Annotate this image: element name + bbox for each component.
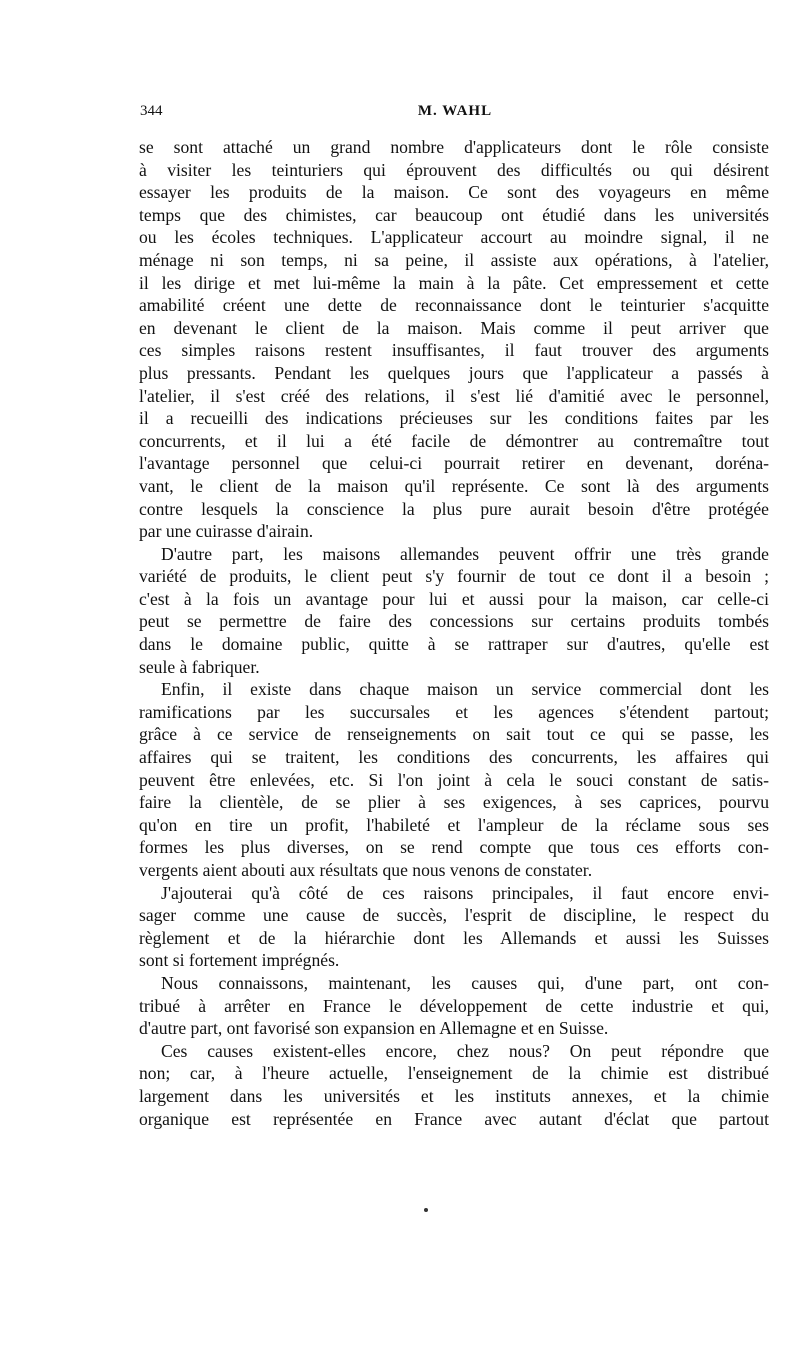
- text-line: affaires qui se traitent, les conditions des concurrents, les affaires qui: [139, 747, 769, 768]
- text-line: organique est représentée en France avec autant d'éclat que partout: [139, 1108, 769, 1129]
- text-line: D'autre part, les maisons allemandes peuvent offrir une très grande: [161, 543, 769, 564]
- text-line: Ces causes existent-elles encore, chez nous? On peut répondre que: [161, 1040, 769, 1061]
- text-line: l'atelier, il s'est créé des relations, il s'est lié d'amitié avec le personnel,: [139, 385, 769, 406]
- text-line: concurrents, et il lui a été facile de démontrer au contremaître tout: [139, 430, 769, 451]
- text-line: essayer les produits de la maison. Ce sont des voyageurs en même: [139, 182, 769, 203]
- text-line: ramifications par les succursales et les agences s'étendent partout;: [139, 701, 769, 722]
- paragraph: [139, 543, 769, 679]
- text-line: Nous connaissons, maintenant, les causes qui, d'une part, ont con-: [161, 972, 769, 993]
- text-line: seule à fabriquer.: [139, 656, 260, 677]
- text-line: temps que des chimistes, car beaucoup ont étudié dans les universités: [139, 204, 769, 225]
- text-line: contre lesquels la conscience la plus pure aurait besoin d'être protégée: [139, 498, 769, 519]
- text-line: qu'on en tire un profit, l'habileté et l'ampleur de la réclame sous ses: [139, 814, 769, 835]
- text-line: Enfin, il existe dans chaque maison un service commercial dont les: [161, 679, 769, 700]
- text-line: plus pressants. Pendant les quelques jours que l'applicateur a passés à: [139, 362, 769, 383]
- text-line: peut se permettre de faire des concessions sur certains produits tombés: [139, 611, 769, 632]
- text-line: J'ajouterai qu'à côté de ces raisons principales, il faut encore envi-: [161, 882, 769, 903]
- text-line: non; car, à l'heure actuelle, l'enseignement de la chimie est distribué: [139, 1063, 769, 1084]
- text-line: sager comme une cause de succès, l'esprit de discipline, le respect du: [139, 905, 769, 926]
- body-text: [139, 136, 769, 1130]
- text-line: se sont attaché un grand nombre d'applicateurs dont le rôle consiste: [139, 137, 769, 157]
- text-line: sont si fortement imprégnés.: [139, 950, 340, 971]
- text-line: vant, le client de la maison qu'il représente. Ce sont là des arguments: [139, 475, 769, 496]
- text-line: il a recueilli des indications précieuses sur les conditions faites par les: [139, 408, 769, 429]
- speck-mark: [424, 1208, 428, 1212]
- text-line: règlement et de la hiérarchie dont les Allemands et aussi les Suisses: [139, 927, 769, 948]
- text-line: vergents aient abouti aux résultats que nous venons de constater.: [139, 860, 593, 880]
- text-line: par une cuirasse d'airain.: [139, 521, 314, 542]
- text-line: ménage ni son temps, ni sa peine, il assiste aux opérations, à l'atelier,: [139, 249, 769, 270]
- text-line: l'avantage personnel que celui-ci pourrait retirer en devenant, doréna-: [139, 453, 769, 474]
- running-head: M. WAHL: [417, 103, 493, 119]
- text-line: formes les plus diverses, on se rend compte que tous ces efforts con-: [139, 837, 769, 858]
- paragraph: [139, 1040, 769, 1130]
- paragraph: [139, 882, 769, 972]
- text-line: tribué à arrêter en France le développement de cette industrie et qui,: [139, 995, 769, 1016]
- text-line: peuvent être enlevées, etc. Si l'on joint à cela le souci constant de satis-: [139, 769, 769, 790]
- text-line: amabilité créent une dette de reconnaissance dont le teinturier s'acquitte: [139, 295, 769, 316]
- text-line: largement dans les universités et les instituts annexes, et la chimie: [139, 1085, 769, 1106]
- page-number: 344: [140, 103, 163, 119]
- paragraph: [139, 678, 769, 881]
- text-line: variété de produits, le client peut s'y fournir de tout ce dont il a besoin ;: [139, 566, 769, 587]
- text-line: grâce à ce service de renseignements on sait tout ce qui se passe, les: [139, 724, 769, 745]
- paragraph: [139, 972, 769, 1040]
- text-line: à visiter les teinturiers qui éprouvent des difficultés ou qui désirent: [139, 159, 769, 180]
- text-line: c'est à la fois un avantage pour lui et aussi pour la maison, car celle-ci: [139, 588, 769, 609]
- text-line: en devenant le client de la maison. Mais comme il peut arriver que: [139, 317, 769, 338]
- text-line: ces simples raisons restent insuffisantes, il faut trouver des arguments: [139, 340, 769, 361]
- text-line: faire la clientèle, de se plier à ses exigences, à ses caprices, pourvu: [139, 792, 769, 813]
- text-line: d'autre part, ont favorisé son expansion en Allemagne et en Suisse.: [139, 1018, 609, 1039]
- paragraph: [139, 136, 769, 543]
- text-line: dans le domaine public, quitte à se rattraper sur d'autres, qu'elle est: [139, 634, 769, 655]
- page-header: [140, 103, 770, 123]
- text-line: il les dirige et met lui-même la main à la pâte. Cet empressement et cette: [139, 272, 769, 293]
- text-line: ou les écoles techniques. L'applicateur accourt au moindre signal, il ne: [139, 227, 769, 248]
